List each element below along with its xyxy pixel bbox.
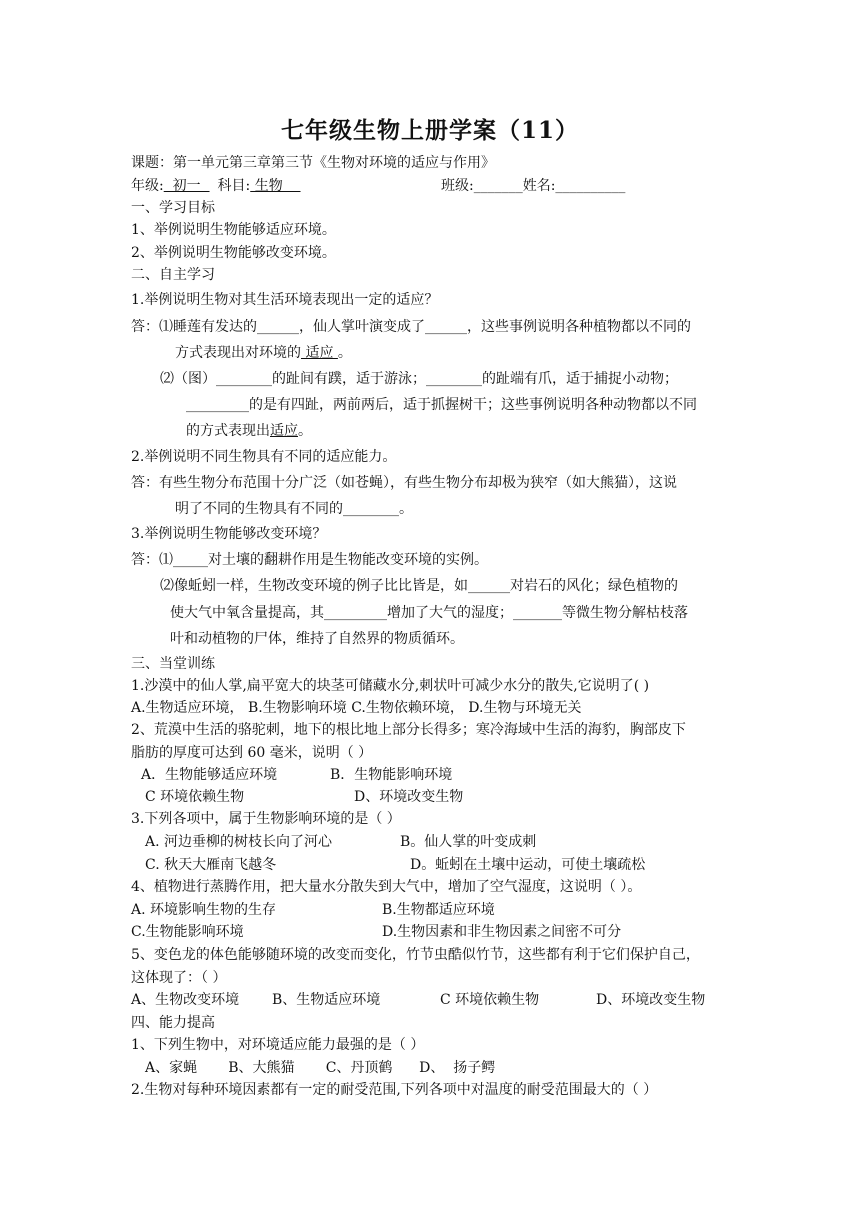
grade-value: 初一 (163, 178, 210, 194)
answer-text: _________的是有四趾，两前两后，适于抓握树干；这些事例说明各种动物都以不同 (186, 397, 697, 413)
answer-text (186, 421, 312, 441)
subject-value: 生物 (250, 178, 301, 194)
option-a: A. 河边垂柳的树枝长向了河心 (145, 834, 333, 850)
option-a: A．生物能够适应环境 (141, 767, 278, 783)
answer-text: 叶和动植物的尸体，维持了自然界的物质循环。 (170, 631, 464, 647)
question-text: 3.举例说明生物能够改变环境？ (131, 526, 327, 542)
topic-line: 课题：第一单元第三章第三节《生物对环境的适应与作用》 (131, 155, 495, 171)
filled-answer: 适应 (301, 345, 338, 361)
answer-text-part: 。 (298, 423, 312, 439)
class-field: 班级:_______ (441, 178, 523, 194)
answer-text: 答：有些生物分布范围十分广泛（如苍蝇），有些生物分布却极为狭窄（如大熊猫），这说 (131, 475, 677, 491)
answer-text: 明了不同的生物具有不同的________。 (175, 501, 413, 517)
option-b: B。仙人掌的叶变成刺 (400, 834, 537, 850)
class-name-fields (441, 176, 625, 196)
subject-label: 科目: (217, 178, 251, 194)
option-c: C 环境依赖生物 (145, 789, 245, 805)
question-text: 2、荒漠中生活的骆驼刺，地下的根比地上部分长得多；寒冷海域中生活的海豹，胸部皮下 (131, 722, 686, 738)
option-d: D、环境改变生物 (596, 992, 706, 1008)
answer-text-part: 方式表现出对环境的 (175, 345, 301, 361)
options-line: A.生物适应环境， B.生物影响环境 C.生物依赖环境， D.生物与环境无关 (131, 700, 582, 716)
header-info-line (131, 176, 301, 196)
answer-text: 答：⑴_____对土壤的翻耕作用是生物能改变环境的实例。 (131, 552, 488, 568)
answer-text-part: 。 (337, 345, 352, 361)
option-c: C.生物能影响环境 (131, 924, 244, 940)
question-text: 1、下列生物中，对环境适应能力最强的是（ ） (131, 1037, 425, 1053)
filled-answer: 适应 (270, 423, 298, 439)
answer-text: 使大气中氧含量提高，其_________增加了大气的湿度；_______等微生物分解枯枝落 (170, 605, 688, 621)
question-text: 这体现了：（ ） (131, 970, 227, 986)
option-b: B.生物都适应环境 (382, 902, 495, 918)
question-text: 脂肪的厚度可达到 60 毫米，说明（ ） (131, 745, 373, 761)
goal-item: 2、举例说明生物能够改变环境。 (131, 245, 336, 261)
section-heading: 三、当堂训练 (131, 656, 215, 672)
option-c: C. 秋天大雁南飞越冬 (145, 857, 277, 873)
question-text: 3.下列各项中，属于生物影响环境的是（ ） (131, 811, 401, 827)
question-text: 1.沙漠中的仙人掌,扁平宽大的块茎可储藏水分,刺状叶可减少水分的散失,它说明了( ) (131, 678, 650, 694)
question-text: 1.举例说明生物对其生活环境表现出一定的适应？ (131, 292, 439, 308)
section-heading: 四、能力提高 (131, 1015, 215, 1031)
goal-item: 1、举例说明生物能够适应环境。 (131, 222, 336, 238)
question-text: 4、植物进行蒸腾作用，把大量水分散失到大气中，增加了空气湿度，这说明（ ）。 (131, 879, 642, 895)
option-a: A、生物改变环境 (131, 992, 240, 1008)
name-field: 姓名:__________ (522, 178, 626, 194)
question-text: 5、变色龙的体色能够随环境的改变而变化，竹节虫酷似竹节，这些都有利于它们保护自己， (131, 947, 700, 963)
page-title: 七年级生物上册学案（11） (280, 117, 579, 144)
option-d: D。蚯蚓在土壤中运动，可使土壤疏松 (410, 857, 646, 873)
option-a: A. 环境影响生物的生存 (131, 902, 277, 918)
option-b: B．生物能影响环境 (330, 767, 453, 783)
option-c: C 环境依赖生物 (440, 992, 540, 1008)
grade-label: 年级: (131, 178, 164, 194)
answer-text: ⑵像蚯蚓一样，生物改变环境的例子比比皆是，如______对岩石的风化；绿色植物的 (160, 578, 678, 594)
option-d: D、环境改变生物 (354, 789, 464, 805)
section-heading: 一、学习目标 (131, 200, 215, 216)
answer-text: 答：⑴睡莲有发达的______，仙人掌叶演变成了______，这些事例说明各种植物都以不同的 (131, 319, 691, 335)
question-text: 2.举例说明不同生物具有不同的适应能力。 (131, 449, 397, 465)
question-text: 2.生物对每种环境因素都有一定的耐受范围,下列各项中对温度的耐受范围最大的（ ） (131, 1082, 658, 1098)
answer-text-part: 的方式表现出 (186, 423, 270, 439)
section-heading: 二、自主学习 (131, 267, 215, 283)
answer-text (175, 343, 352, 363)
options-line: A、家蝇 B、大熊猫 C、丹顶鹤 D、 扬子鳄 (145, 1060, 496, 1076)
option-d: D.生物因素和非生物因素之间密不可分 (382, 924, 622, 940)
option-b: B、生物适应环境 (272, 992, 381, 1008)
answer-text: ⑵（图）________的趾间有蹼，适于游泳；________的趾端有爪，适于捕捉小动物； (160, 371, 678, 387)
